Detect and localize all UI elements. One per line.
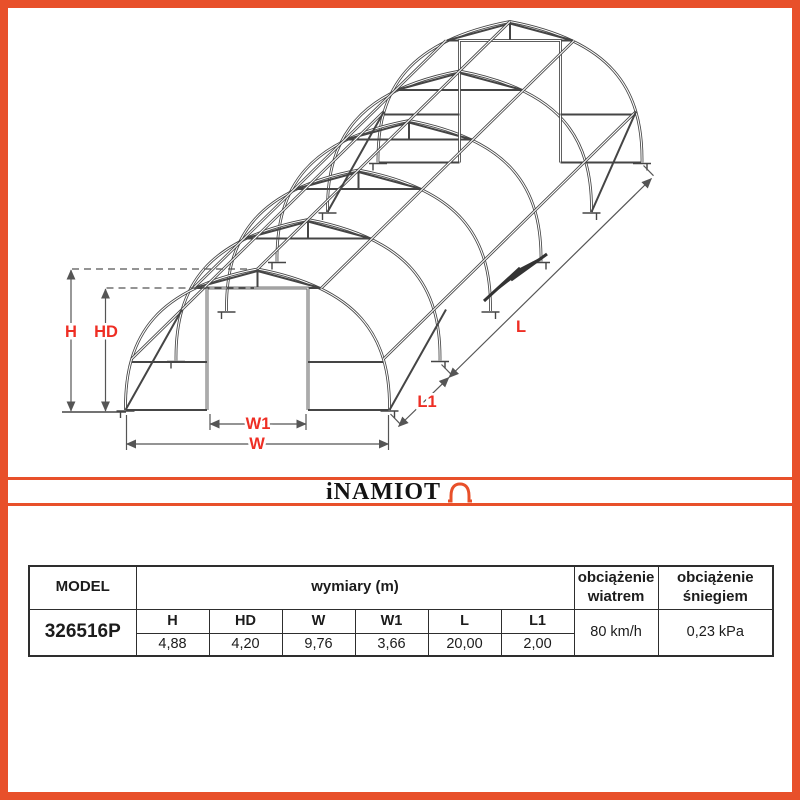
dimension-label-w1: W1 — [245, 415, 271, 433]
dim-header-h: H — [136, 609, 209, 633]
dimension-l1 — [391, 365, 452, 427]
dimension-label-hd: HD — [94, 323, 118, 341]
dim-header-hd: HD — [209, 609, 282, 633]
dim-value-h: 4,88 — [136, 633, 209, 656]
dim-value-hd: 4,20 — [209, 633, 282, 656]
dimension-hd — [94, 288, 254, 411]
dim-header-w: W — [282, 609, 355, 633]
header-dimensions: wymiary (m) — [136, 566, 574, 609]
dim-value-w: 9,76 — [282, 633, 355, 656]
dimension-label-l: L — [515, 318, 527, 336]
tent-arch-icon — [446, 481, 474, 503]
header-model: MODEL — [29, 566, 136, 609]
header-wind-load: obciążenie wiatrem — [574, 566, 658, 609]
dimension-l — [449, 166, 654, 378]
dimension-h — [62, 269, 252, 412]
wind-load-value: 80 km/h — [574, 609, 658, 656]
dim-header-w1: W1 — [355, 609, 428, 633]
dim-header-l: L — [428, 609, 501, 633]
break-symbol-icon — [484, 254, 547, 301]
spec-table — [28, 565, 774, 657]
dimension-label-l1: L1 — [417, 393, 437, 411]
dimension-label-h: H — [65, 323, 77, 341]
dim-value-l1: 2,00 — [501, 633, 574, 656]
model-number: 326516P — [29, 609, 136, 656]
snow-load-value: 0,23 kPa — [658, 609, 773, 656]
dim-header-l1: L1 — [501, 609, 574, 633]
header-snow-load: obciążenie śniegiem — [658, 566, 773, 609]
dim-value-w1: 3,66 — [355, 633, 428, 656]
logo-text: iNAMIOT — [326, 478, 441, 505]
dim-value-l: 20,00 — [428, 633, 501, 656]
dimension-w1 — [210, 414, 306, 433]
dimension-label-w: W — [249, 435, 265, 453]
brand-band — [8, 477, 792, 506]
